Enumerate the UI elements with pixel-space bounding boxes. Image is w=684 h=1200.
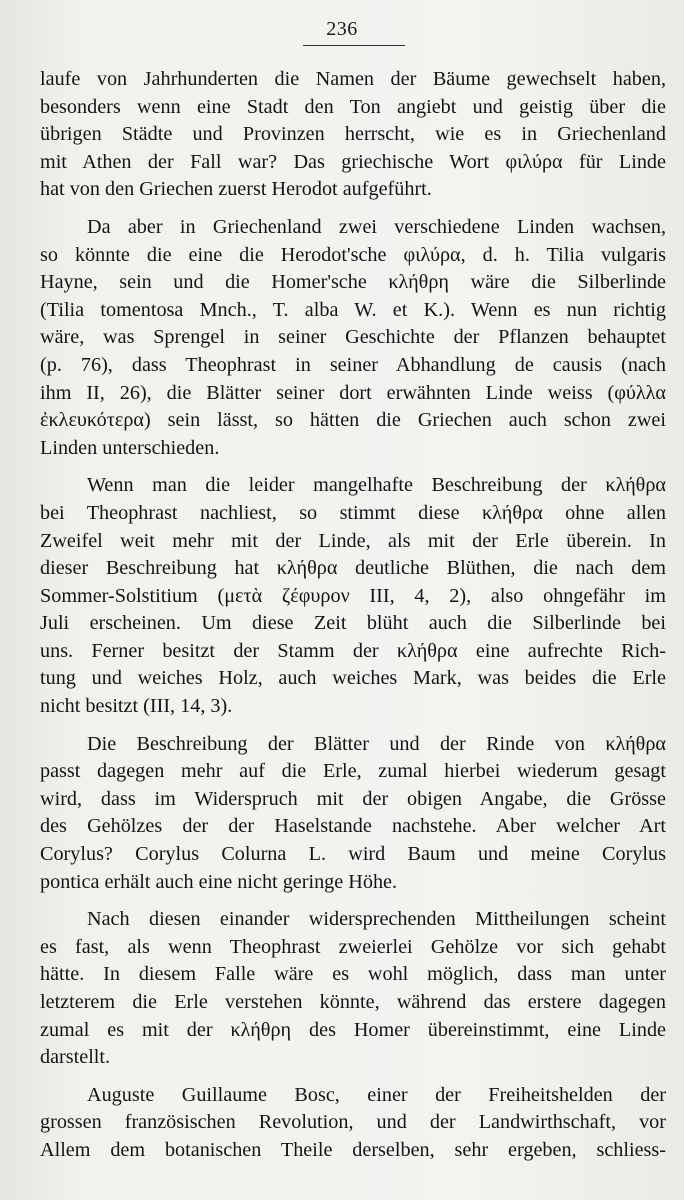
text-line: nicht besitzt (III, 14, 3). xyxy=(40,695,233,718)
text-line: mit Athen der Fall war? Das griechische Wort φιλύρα für Linde xyxy=(40,150,666,173)
text-line: so könnte die eine die Herodot'sche φιλύρα, d. h. Tilia vulgaris xyxy=(40,243,666,266)
paragraph-3 xyxy=(40,472,666,720)
paragraph-1 xyxy=(40,66,666,204)
text-line: letzterem die Erle verstehen könnte, während das erstere dagegen xyxy=(40,991,666,1013)
paragraph-4 xyxy=(40,731,666,897)
text-line: Da aber in Griechenland zwei verschiedene Linden wachsen, xyxy=(87,215,666,238)
text-line: Allem dem botanischen Theile derselben, sehr ergeben, schliess- xyxy=(40,1138,666,1161)
paragraph-6 xyxy=(40,1082,666,1165)
text-line: zumal es mit der κλήθρη des Homer übereinstimmt, eine Linde xyxy=(40,1018,666,1041)
text-line: des Gehölzes der der Haselstande nachstehe. Aber welcher Art xyxy=(40,815,666,838)
text-line: Auguste Guillaume Bosc, einer der Freiheitshelden der xyxy=(87,1083,666,1106)
page-number: 236 xyxy=(326,18,358,40)
text-line: (Tilia tomentosa Mnch., T. alba W. et K.). Wenn es nun richtig xyxy=(40,298,666,321)
text-line: Corylus? Corylus Colurna L. wird Baum und meine Corylus xyxy=(40,843,666,866)
text-line: hätte. In diesem Falle wäre es wohl möglich, dass man unter xyxy=(40,963,666,986)
text-line: übrigen Städte und Provinzen herrscht, wie es in Griechenland xyxy=(40,123,666,146)
text-line: uns. Ferner besitzt der Stamm der κλήθρα eine aufrechte Rich- xyxy=(40,639,666,662)
text-line: wäre, was Sprengel in seiner Geschichte der Pflanzen behauptet xyxy=(40,326,666,349)
text-line: passt dagegen mehr auf die Erle, zumal hierbei wiederum gesagt xyxy=(40,760,666,783)
text-line: wird, dass im Widerspruch mit der obigen Angabe, die Grösse xyxy=(40,787,666,810)
text-line: Linden unterschieden. xyxy=(40,436,220,459)
text-line: besonders wenn eine Stadt den Ton angiebt und geistig über die xyxy=(40,95,666,118)
text-line: Zweifel weit mehr mit der Linde, als mit der Erle überein. In xyxy=(40,529,666,552)
text-line: (p. 76), dass Theophrast in seiner Abhandlung de causis (nach xyxy=(40,353,666,376)
text-line: bei Theophrast nachliest, so stimmt diese κλήθρα ohne allen xyxy=(40,501,666,524)
text-line: dieser Beschreibung hat κλήθρα deutliche Blüthen, die nach dem xyxy=(40,557,666,580)
text-line: ihm II, 26), die Blätter seiner dort erwähnten Linde weiss (φύλλα xyxy=(40,381,666,404)
text-line: laufe von Jahrhunderten die Namen der Bäume gewechselt haben, xyxy=(40,68,666,90)
text-line: darstellt. xyxy=(40,1046,111,1069)
text-line: Sommer-Solstitium (μετὰ ζέφυρον III, 4, 2), also ohngefähr im xyxy=(40,584,666,607)
text-line: hat von den Griechen zuerst Herodot aufgeführt. xyxy=(40,178,432,201)
text-line: Hayne, sein und die Homer'sche κλήθρη wäre die Silberlinde xyxy=(40,271,666,294)
text-line: Wenn man die leider mangelhafte Beschreibung der κλήθρα xyxy=(87,474,666,497)
body-text xyxy=(40,66,666,1165)
header-rule xyxy=(303,45,405,46)
text-line: es fast, als wenn Theophrast zweierlei Gehölze vor sich gehabt xyxy=(40,935,666,958)
paragraph-5 xyxy=(40,906,666,1072)
text-line: Nach diesen einander widersprechenden Mittheilungen scheint xyxy=(87,908,666,931)
paragraph-2 xyxy=(40,214,666,462)
text-line: Die Beschreibung der Blätter und der Rinde von κλήθρα xyxy=(87,732,666,755)
text-line: tung und weiches Holz, auch weiches Mark, was beides die Erle xyxy=(40,667,666,690)
text-line: grossen französischen Revolution, und der Landwirthschaft, vor xyxy=(40,1111,666,1134)
text-line: Juli erscheinen. Um diese Zeit blüht auch die Silberlinde bei xyxy=(40,612,666,635)
text-line: ἐκλευκότερα) sein lässt, so hätten die Griechen auch schon zwei xyxy=(40,409,666,432)
text-line: pontica erhält auch eine nicht geringe Höhe. xyxy=(40,870,398,893)
